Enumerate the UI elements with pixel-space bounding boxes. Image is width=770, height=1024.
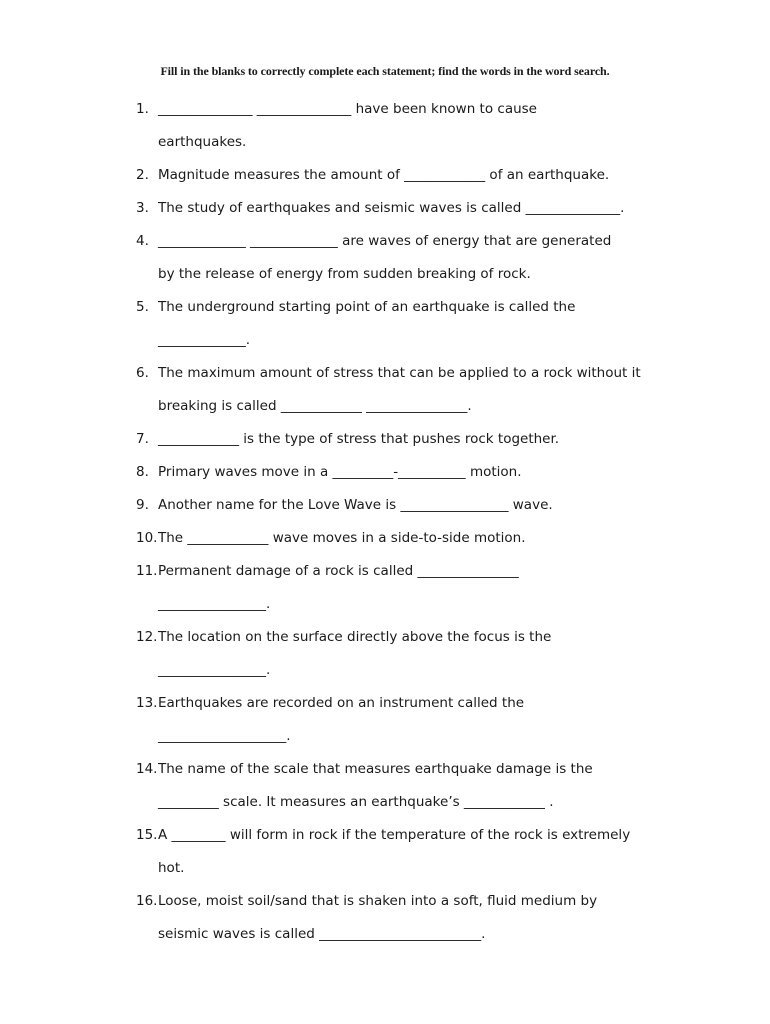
- question-number: 6.: [136, 365, 149, 381]
- question-number: 16.: [136, 893, 158, 909]
- question-number: 7.: [136, 431, 149, 447]
- question-text-line: _________ scale. It measures an earthquake’s ____________ .: [158, 794, 554, 810]
- question-item: [136, 225, 696, 291]
- question-text-line: Another name for the Love Wave is ________________ wave.: [158, 497, 553, 513]
- question-text-line: ______________ ______________ have been known to cause: [158, 101, 537, 117]
- question-text-line: The study of earthquakes and seismic waves is called ______________.: [158, 200, 625, 216]
- question-text-line: _____________ _____________ are waves of energy that are generated: [158, 233, 612, 249]
- question-text-line: ____________ is the type of stress that pushes rock together.: [158, 431, 560, 447]
- question-text-line: seismic waves is called ________________________.: [158, 926, 486, 942]
- question-item: [136, 93, 696, 159]
- question-text-line: Loose, moist soil/sand that is shaken into a soft, fluid medium by: [158, 893, 598, 909]
- question-number: 2.: [136, 167, 149, 183]
- question-item: [136, 687, 696, 753]
- question-number: 9.: [136, 497, 149, 513]
- question-item: [136, 621, 696, 687]
- question-text-line: breaking is called ____________ _______________.: [158, 398, 472, 414]
- question-number: 11.: [136, 563, 158, 579]
- question-text-line: ________________.: [158, 662, 271, 678]
- question-item: [136, 357, 696, 423]
- question-number: 12.: [136, 629, 158, 645]
- question-text-line: Permanent damage of a rock is called _______________: [158, 563, 519, 579]
- question-text-line: Magnitude measures the amount of ____________ of an earthquake.: [158, 167, 610, 183]
- question-item: [136, 192, 696, 225]
- question-number: 13.: [136, 695, 158, 711]
- question-item: [136, 522, 696, 555]
- question-text-line: ________________.: [158, 596, 271, 612]
- question-text-line: The ____________ wave moves in a side-to-side motion.: [158, 530, 526, 546]
- question-item: [136, 159, 696, 192]
- question-text-line: The name of the scale that measures earthquake damage is the: [158, 761, 593, 777]
- question-number: 14.: [136, 761, 158, 777]
- question-item: [136, 423, 696, 456]
- question-text-line: earthquakes.: [158, 134, 247, 150]
- question-number: 15.: [136, 827, 158, 843]
- question-text-line: hot.: [158, 860, 185, 876]
- question-number: 4.: [136, 233, 149, 249]
- question-number: 8.: [136, 464, 149, 480]
- question-number: 1.: [136, 101, 149, 117]
- question-item: [136, 753, 696, 819]
- question-item: [136, 819, 696, 885]
- question-text-line: _____________.: [158, 332, 251, 348]
- question-text-line: The underground starting point of an earthquake is called the: [158, 299, 576, 315]
- question-item: [136, 456, 696, 489]
- question-list: [136, 93, 696, 951]
- question-number: 3.: [136, 200, 149, 216]
- question-text-line: ___________________.: [158, 728, 291, 744]
- question-item: [136, 885, 696, 951]
- question-text-line: The maximum amount of stress that can be applied to a rock without it: [158, 365, 641, 381]
- question-item: [136, 291, 696, 357]
- question-number: 5.: [136, 299, 149, 315]
- question-text-line: The location on the surface directly above the focus is the: [158, 629, 552, 645]
- question-number: 10.: [136, 530, 158, 546]
- question-item: [136, 489, 696, 522]
- question-text-line: Earthquakes are recorded on an instrument called the: [158, 695, 525, 711]
- question-item: [136, 555, 696, 621]
- question-text-line: Primary waves move in a _________-__________ motion.: [158, 464, 522, 480]
- question-text-line: A ________ will form in rock if the temperature of the rock is extremely: [158, 827, 631, 843]
- worksheet-instructions: Fill in the blanks to correctly complete each statement; find the words in the word search.: [160, 64, 610, 78]
- question-text-line: by the release of energy from sudden breaking of rock.: [158, 266, 531, 282]
